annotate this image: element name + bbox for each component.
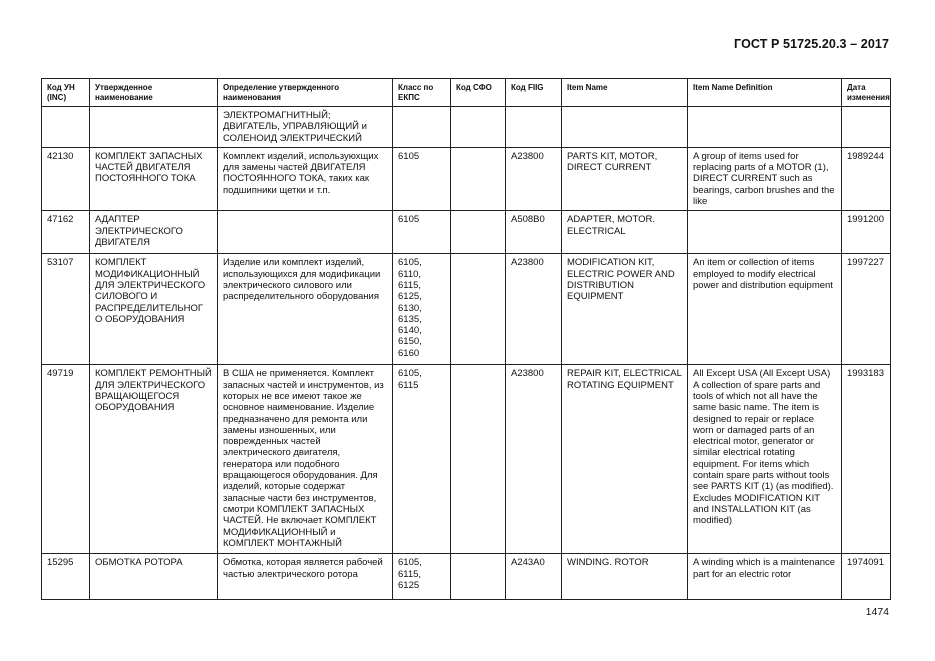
column-header-ekps-class: Класс по ЕКПС <box>393 79 451 107</box>
cell-fiig-code: A23800 <box>506 365 562 554</box>
column-header-item-name: Item Name <box>562 79 688 107</box>
column-header-change-date: Дата изменения <box>842 79 891 107</box>
table-header-row <box>42 79 891 107</box>
cell-sfo-code <box>451 365 506 554</box>
cell-fiig-code <box>506 107 562 148</box>
cell-change-date: 1989244 <box>842 147 891 210</box>
cell-inc: 15295 <box>42 554 90 600</box>
cell-sfo-code <box>451 254 506 365</box>
cell-definition: В США не применяется. Комплект запасных частей и инструментов, из которых не все имеют такое же основное наименование. Изделие предназначено для ремонта или замены изношенных, или поврежденных частей электрического двигателя, генератора или подобного вращающегося оборудования. Для изделий, которые содержат запасные части без инструментов, смотри КОМПЛЕКТ ЗАПАСНЫХ ЧАСТЕЙ. Не включает КОМПЛЕКТ МОДИФИКАЦИОННЫЙ и КОМПЛЕКТ МОНТАЖНЫЙ <box>218 365 393 554</box>
cell-sfo-code <box>451 554 506 600</box>
classification-table <box>41 78 891 600</box>
cell-inc: 47162 <box>42 211 90 254</box>
cell-fiig-code: A23800 <box>506 147 562 210</box>
cell-item-name: WINDING. ROTOR <box>562 554 688 600</box>
table-row <box>42 554 891 600</box>
table-row <box>42 211 891 254</box>
cell-change-date: 1997227 <box>842 254 891 365</box>
cell-item-name-definition: A winding which is a maintenance part for an electric rotor <box>688 554 842 600</box>
cell-item-name-definition: A group of items used for replacing parts of a MOTOR (1), DIRECT CURRENT such as bearings, carbon brushes and the like <box>688 147 842 210</box>
cell-approved-name: КОМПЛЕКТ ЗАПАСНЫХ ЧАСТЕЙ ДВИГАТЕЛЯ ПОСТОЯННОГО ТОКА <box>90 147 218 210</box>
cell-sfo-code <box>451 147 506 210</box>
cell-approved-name <box>90 107 218 148</box>
cell-approved-name: ОБМОТКА РОТОРА <box>90 554 218 600</box>
cell-item-name <box>562 107 688 148</box>
cell-change-date <box>842 107 891 148</box>
column-header-inc: Код УН (INC) <box>42 79 90 107</box>
cell-change-date: 1974091 <box>842 554 891 600</box>
cell-inc: 42130 <box>42 147 90 210</box>
page-number: 1474 <box>865 606 889 618</box>
cell-fiig-code: A243A0 <box>506 554 562 600</box>
cell-fiig-code: A23800 <box>506 254 562 365</box>
column-header-item-name-definition: Item Name Definition <box>688 79 842 107</box>
cell-inc: 49719 <box>42 365 90 554</box>
cell-item-name-definition <box>688 211 842 254</box>
cell-inc: 53107 <box>42 254 90 365</box>
cell-inc <box>42 107 90 148</box>
table-row <box>42 147 891 210</box>
cell-ekps-class: 6105 <box>393 211 451 254</box>
cell-change-date: 1993183 <box>842 365 891 554</box>
cell-definition: Изделие или комплект изделий, использующихся для модификации электрического силового или распределительного оборудования <box>218 254 393 365</box>
cell-item-name: ADAPTER, MOTOR. ELECTRICAL <box>562 211 688 254</box>
cell-approved-name: КОМПЛЕКТ РЕМОНТНЫЙ ДЛЯ ЭЛЕКТРИЧЕСКОГО ВРАЩАЮЩЕГОСЯ ОБОРУДОВАНИЯ <box>90 365 218 554</box>
cell-item-name-definition <box>688 107 842 148</box>
column-header-sfo-code: Код СФО <box>451 79 506 107</box>
cell-item-name: PARTS KIT, MOTOR, DIRECT CURRENT <box>562 147 688 210</box>
cell-item-name-definition: An item or collection of items employed to modify electrical power and distribution equipment <box>688 254 842 365</box>
cell-item-name: MODIFICATION KIT, ELECTRIC POWER AND DISTRIBUTION EQUIPMENT <box>562 254 688 365</box>
column-header-definition: Определение утвержденного наименования <box>218 79 393 107</box>
cell-fiig-code: A508B0 <box>506 211 562 254</box>
cell-ekps-class: 6105 <box>393 147 451 210</box>
cell-definition <box>218 211 393 254</box>
cell-change-date: 1991200 <box>842 211 891 254</box>
table-row <box>42 107 891 148</box>
cell-sfo-code <box>451 107 506 148</box>
column-header-approved-name: Утвержденное наименование <box>90 79 218 107</box>
document-designation: ГОСТ Р 51725.20.3 – 2017 <box>734 37 889 51</box>
cell-ekps-class: 6105, 6115, 6125 <box>393 554 451 600</box>
cell-sfo-code <box>451 211 506 254</box>
cell-item-name-definition: All Except USA (All Except USA) A collection of spare parts and tools of which not all have the same basic name. The item is designed to repair or replace worn or damaged parts of an electrical motor, generator or similar electrical rotating equipment. For items which contain spare parts without tools see PARTS KIT (1) (as modified). Excludes MODIFICATION KIT and INSTALLATION KIT (as modified) <box>688 365 842 554</box>
table-row <box>42 365 891 554</box>
cell-item-name: REPAIR KIT, ELECTRICAL ROTATING EQUIPMENT <box>562 365 688 554</box>
cell-definition: ЭЛЕКТРОМАГНИТНЫЙ; ДВИГАТЕЛЬ, УПРАВЛЯЮЩИЙ и СОЛЕНОИД ЭЛЕКТРИЧЕСКИЙ <box>218 107 393 148</box>
cell-definition: Обмотка, которая является рабочей частью электрического ротора <box>218 554 393 600</box>
cell-ekps-class: 6105, 6115 <box>393 365 451 554</box>
cell-ekps-class: 6105, 6110, 6115, 6125, 6130, 6135, 6140, 6150, 6160 <box>393 254 451 365</box>
cell-approved-name: КОМПЛЕКТ МОДИФИКАЦИОННЫЙ ДЛЯ ЭЛЕКТРИЧЕСКОГО СИЛОВОГО И РАСПРЕДЕЛИТЕЛЬНОГ О ОБОРУДОВАНИЯ <box>90 254 218 365</box>
column-header-fiig-code: Код FIIG <box>506 79 562 107</box>
table-row <box>42 254 891 365</box>
cell-approved-name: АДАПТЕР ЭЛЕКТРИЧЕСКОГО ДВИГАТЕЛЯ <box>90 211 218 254</box>
cell-ekps-class <box>393 107 451 148</box>
cell-definition: Комплект изделий, используюхщих для замены частей ДВИГАТЕЛЯ ПОСТОЯННОГО ТОКА, таких как подшипники щетки и т.п. <box>218 147 393 210</box>
